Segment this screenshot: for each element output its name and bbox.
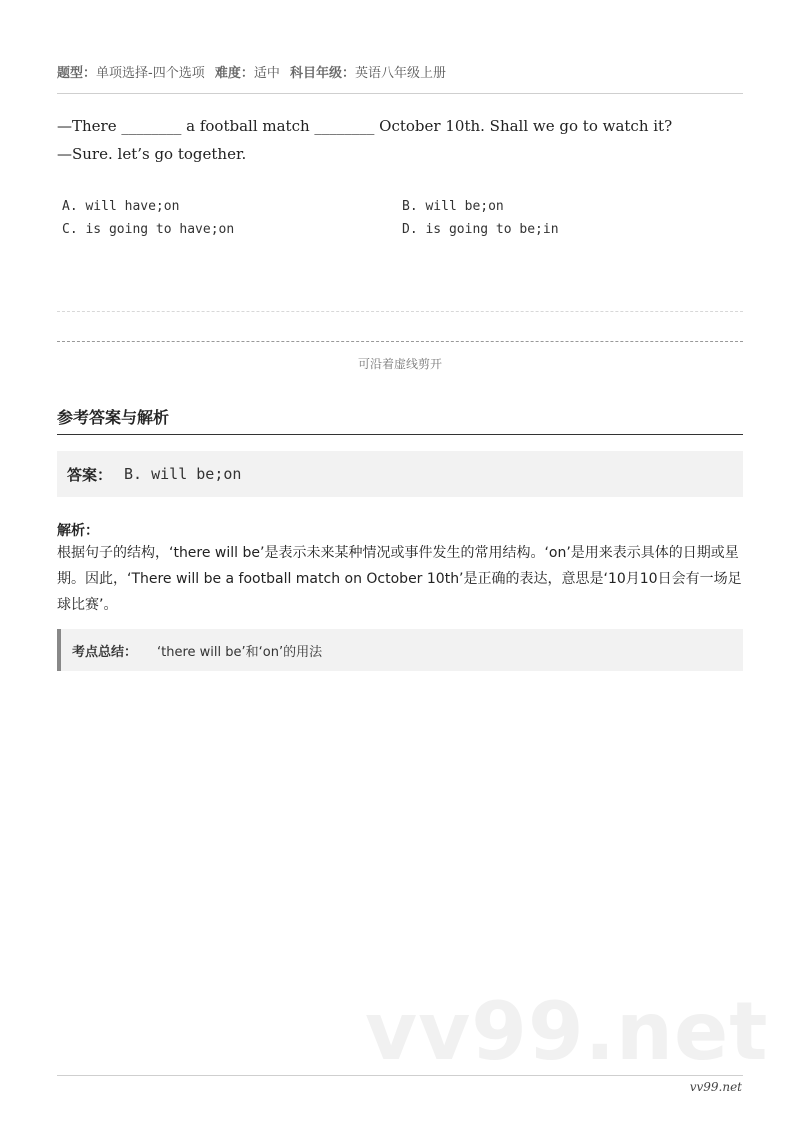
option-list [62, 195, 742, 241]
watermark: vv99.net [365, 985, 769, 1078]
answer-label: 答案： [67, 465, 113, 484]
answer-section-title: 参考答案与解析 [57, 408, 170, 427]
type-value: 单项选择-四个选项 [96, 66, 205, 81]
light-dashed-divider [57, 311, 743, 312]
cut-line-label: 可沿着虚线剪开 [357, 357, 442, 371]
footer-divider [57, 1075, 743, 1076]
answer-value: B. will be;on [124, 465, 242, 483]
subject-value: 英语八年级上册 [355, 66, 447, 81]
difficulty-value: 适中 [253, 66, 280, 81]
option-a[interactable]: A. will have;on [62, 199, 180, 214]
section-divider [57, 434, 743, 435]
analysis-label: 解析： [57, 523, 99, 539]
top-divider [57, 93, 743, 94]
subject-label: 科目年级： [290, 66, 356, 81]
option-c[interactable]: C. is going to have;on [62, 222, 235, 237]
option-b[interactable]: B. will be;on [402, 199, 504, 214]
option-d[interactable]: D. is going to be;in [402, 222, 559, 237]
summary-label: 考点总结： [72, 644, 138, 660]
question-line-2: —Sure. let’s go together. [57, 145, 247, 163]
analysis-text: 根据句子的结构，‘there will be’是表示未来某种情况或事件发生的常用结构。‘on’是用来表示具体的日期或星期。因此，‘There will be a football match on October 10th’是正确的表达，意思是‘10月10日会有一场足球比赛’。 [57, 545, 742, 613]
question-stem [57, 112, 743, 168]
difficulty-label: 难度： [214, 66, 254, 81]
type-label: 题型： [57, 66, 97, 81]
question-meta [57, 62, 452, 81]
answer-box [57, 451, 743, 497]
summary-box [57, 629, 743, 671]
cut-line [57, 341, 743, 342]
summary-value: ‘there will be’和‘on’的用法 [157, 644, 323, 660]
question-line-1: —There ________ a football match ________ October 10th. Shall we go to watch it? [57, 117, 673, 135]
footer-site-name: vv99.net [689, 1080, 742, 1094]
